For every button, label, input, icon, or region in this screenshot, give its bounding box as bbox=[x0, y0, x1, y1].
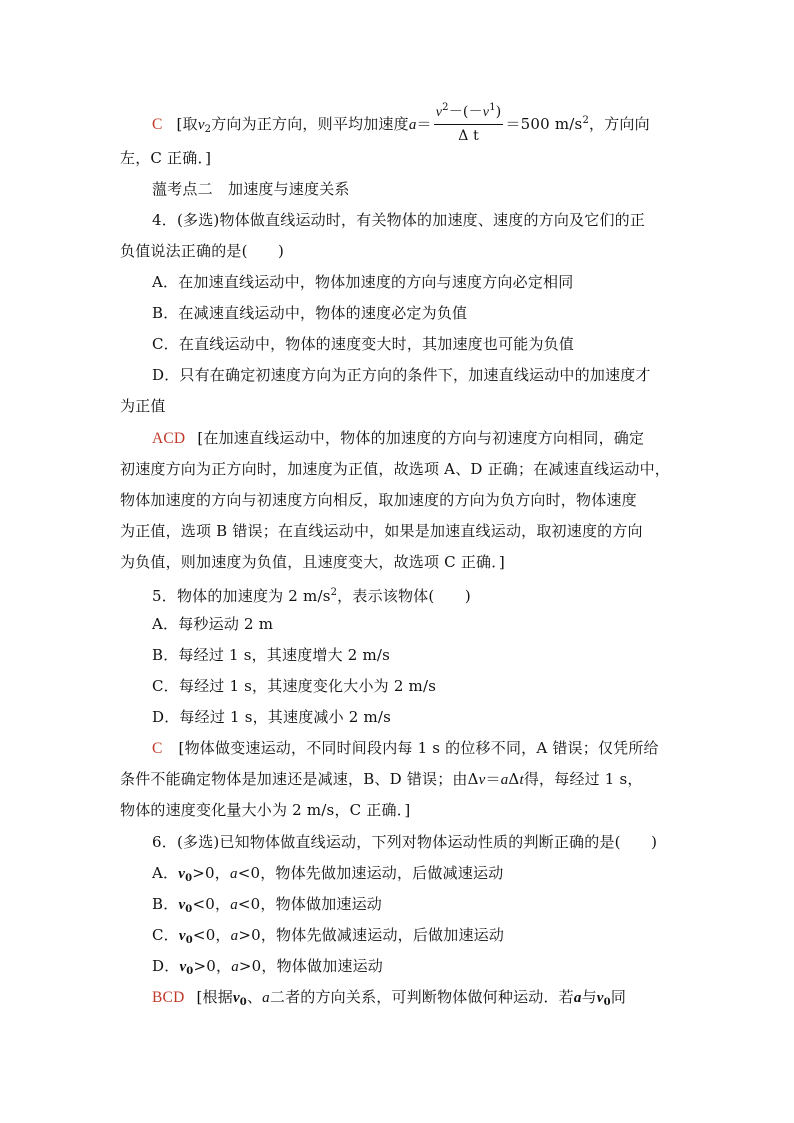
option-text: >0，物体做加速运动 bbox=[238, 957, 384, 975]
option-label: D． bbox=[152, 957, 180, 975]
q5-option-a: A．每秒运动 2 m bbox=[152, 615, 274, 633]
q5-answer-label: C bbox=[152, 740, 163, 757]
q5-option-b: B．每经过 1 s，其速度增大 2 m/s bbox=[152, 646, 391, 664]
equals: ＝ bbox=[485, 770, 501, 788]
option-text: <0， bbox=[192, 926, 231, 944]
q4-option-d: D．只有在确定初速度方向为正方向的条件下，加速直线运动中的加速度才 bbox=[152, 366, 651, 384]
option-text: <0，物体做加速运动 bbox=[237, 895, 383, 913]
q4-explain-line-5: 为负值，则加速度为负值，且速度变大，故选项 C 正确．] bbox=[120, 553, 505, 571]
var-v: v bbox=[232, 990, 240, 1006]
var-a: a bbox=[500, 772, 509, 788]
equals: ＝ bbox=[416, 115, 432, 133]
q3-text: ＝500 m/s bbox=[505, 115, 583, 133]
q5-answer-line-1 bbox=[0, 738, 794, 759]
sub: 0 bbox=[603, 997, 611, 1008]
var-a: a bbox=[230, 897, 238, 913]
q4-option-d-line-2: 为正值 bbox=[120, 397, 166, 415]
q5-explain-line-3: 物体的速度变化量大小为 2 m/s，C 正确．] bbox=[120, 801, 411, 819]
q6-answer-line-1 bbox=[0, 987, 794, 1013]
var-v: v bbox=[178, 897, 186, 913]
q5-explain-line-2 bbox=[0, 769, 794, 790]
q6-explain-text: 与 bbox=[581, 988, 597, 1006]
q5-explain-text: 得，每经过 1 s， bbox=[523, 770, 643, 788]
q6-explain-text: 同 bbox=[610, 988, 627, 1006]
section-heading: 薀考点二 加速度与速度关系 bbox=[152, 180, 350, 198]
sup: 2 bbox=[582, 115, 589, 126]
sub: 0 bbox=[239, 997, 247, 1008]
q4-explain-text: [在加速直线运动中，物体的加速度的方向与初速度方向相同，确定 bbox=[197, 429, 645, 447]
var-v: v bbox=[178, 928, 186, 944]
q4-answer-line-1 bbox=[0, 428, 794, 449]
q5-explain-text: 条件不能确定物体是加速还是减速，B、D 错误；由Δ bbox=[120, 770, 479, 788]
q5-explain-text: [物体做变速运动，不同时间段内每 1 s 的位移不同，A 错误；仅凭所给 bbox=[178, 739, 659, 757]
q4-option-c: C．在直线运动中，物体的速度变大时，其加速度也可能为负值 bbox=[152, 335, 575, 353]
option-text: <0，物体先做加速运动，后做减速运动 bbox=[237, 864, 504, 882]
var-a: a bbox=[262, 990, 270, 1006]
option-text: >0， bbox=[193, 957, 232, 975]
q4-stem-line-2: 负值说法正确的是( ) bbox=[120, 242, 285, 260]
sub: 0 bbox=[186, 966, 194, 977]
option-text: >0，物体先做减速运动，后做加速运动 bbox=[238, 926, 505, 944]
q6-explain-text: 二者的方向关系，可判断物体做何种运动．若 bbox=[269, 988, 574, 1006]
fraction-denominator: Δ t bbox=[458, 128, 479, 144]
q6-option-c bbox=[0, 925, 794, 951]
var-v: v bbox=[197, 117, 205, 133]
q4-explain-line-4: 为正值，选项 B 错误；在直线运动中，如果是加速直线运动，取初速度的方向 bbox=[120, 522, 643, 540]
q5-option-c: C．每经过 1 s，其速度变化大小为 2 m/s bbox=[152, 677, 437, 695]
var-v: v bbox=[179, 959, 187, 975]
q4-option-b: B．在减速直线运动中，物体的速度必定为负值 bbox=[152, 304, 468, 322]
sub: 0 bbox=[185, 935, 193, 946]
sup: 2 bbox=[330, 587, 338, 598]
fraction-numerator: $v^2-(-v^1)$ bbox=[435, 102, 502, 120]
option-label: C． bbox=[152, 926, 179, 944]
q4-answer-label: ACD bbox=[152, 430, 186, 447]
q6-explain-text: [根据 bbox=[196, 988, 233, 1006]
var-v: v bbox=[478, 772, 486, 788]
q5-option-d: D．每经过 1 s，其速度减小 2 m/s bbox=[152, 708, 392, 726]
q3-answer-line-1 bbox=[0, 103, 794, 147]
q6-explain-text: 、 bbox=[246, 988, 263, 1006]
q3-text: ，方向向 bbox=[589, 115, 650, 133]
q4-explain-line-3: 物体加速度的方向与初速度方向相反，取加速度的方向为负方向时，物体速度 bbox=[120, 491, 637, 509]
option-label: B． bbox=[152, 895, 179, 913]
sub: 2 bbox=[204, 124, 212, 135]
var-v: v bbox=[596, 990, 604, 1006]
q3-text: 方向为正方向，则平均加速度 bbox=[211, 115, 409, 133]
var-a: a bbox=[408, 117, 417, 133]
var-a: a bbox=[230, 928, 239, 944]
sub: 0 bbox=[185, 873, 193, 884]
q6-answer-label: BCD bbox=[152, 989, 185, 1006]
var-v: v bbox=[178, 866, 186, 882]
q3-text: [取 bbox=[176, 115, 198, 133]
option-text: <0， bbox=[192, 895, 231, 913]
q6-stem: 6．(多选)已知物体做直线运动，下列对物体运动性质的判断正确的是( ) bbox=[152, 833, 658, 851]
q4-explain-line-2: 初速度方向为正方向时，加速度为正值，故选项 A、D 正确；在减速直线运动中， bbox=[120, 460, 670, 478]
q6-option-d bbox=[0, 956, 794, 982]
fraction-bar bbox=[434, 124, 504, 125]
q6-option-a bbox=[0, 863, 794, 889]
sub: 0 bbox=[185, 904, 193, 915]
q4-option-a: A．在加速直线运动中，物体加速度的方向与速度方向必定相同 bbox=[152, 273, 574, 291]
q5-stem-text: ，表示该物体( ) bbox=[337, 587, 471, 605]
q5-stem bbox=[0, 583, 794, 606]
q6-option-b bbox=[0, 894, 794, 920]
delta: Δ bbox=[508, 770, 520, 788]
var-a: a bbox=[229, 866, 238, 882]
q4-stem-line-1: 4．(多选)物体做直线运动时，有关物体的加速度、速度的方向及它们的正 bbox=[152, 211, 646, 229]
q3-answer-label: C bbox=[152, 116, 163, 133]
option-text: >0， bbox=[192, 864, 230, 882]
option-label: A． bbox=[152, 864, 179, 882]
var-a: a bbox=[231, 959, 239, 975]
q3-answer-line-2: 左，C 正确．] bbox=[120, 149, 212, 167]
q5-stem-text: 5．物体的加速度为 2 m/s bbox=[152, 587, 331, 605]
var-a: a bbox=[573, 990, 582, 1006]
var-t: t bbox=[519, 772, 524, 788]
fraction bbox=[434, 99, 504, 143]
